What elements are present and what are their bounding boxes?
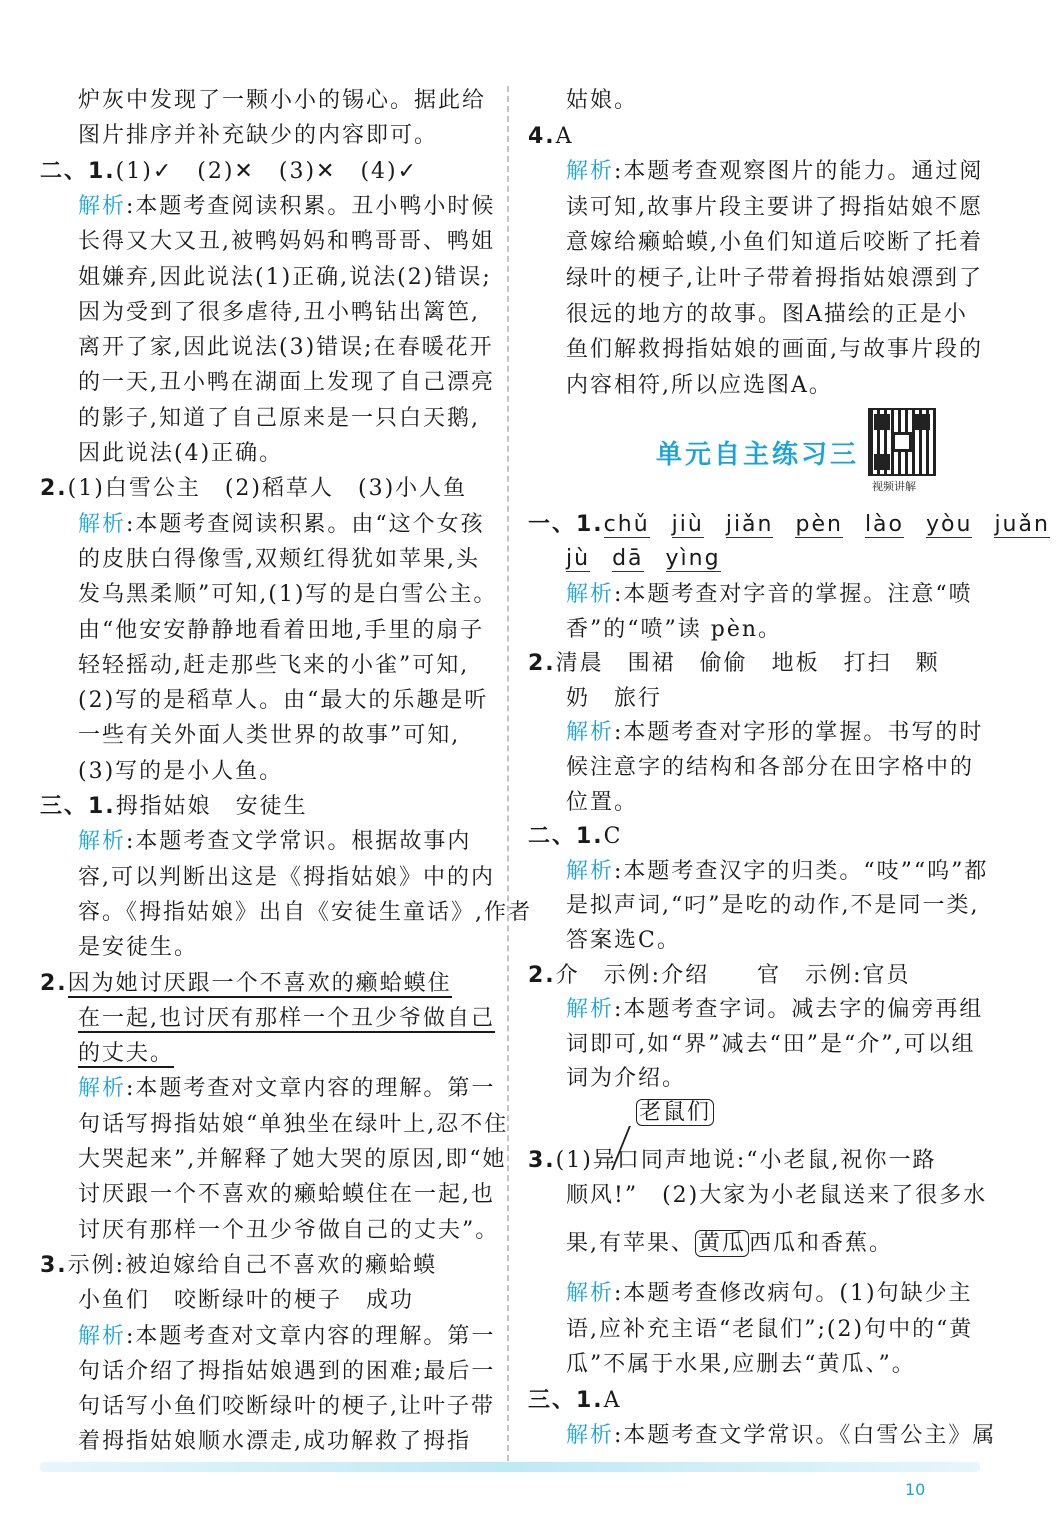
analysis-text: :本题考查修改病句。(1)句缺少主 — [614, 1281, 973, 1306]
analysis-text: :本题考查文学常识。《白雪公主》属 — [614, 1423, 997, 1448]
text-line — [528, 822, 623, 852]
line-text: 奶 旅行 — [566, 685, 663, 711]
text-line — [528, 580, 973, 610]
text-line — [40, 1145, 506, 1175]
line-text: 姐嫌弃,因此说法(1)正确,说法(2)错误; — [78, 264, 492, 290]
text-line — [528, 1030, 975, 1060]
text-line — [528, 961, 911, 991]
pinyin-answer: chǔ — [603, 512, 650, 537]
answer-text: 示例:被迫嫁给自己不喜欢的癞蛤蟆 — [67, 1252, 438, 1278]
line-text: 容,可以判断出这是《拇指姑娘》中的内 — [78, 864, 495, 890]
text-line — [528, 228, 983, 258]
text-line — [528, 1064, 686, 1094]
text-line — [40, 368, 495, 398]
line-text: 讨厌跟一个不喜欢的癞蛤蟆住在一起,也 — [78, 1182, 495, 1208]
line-text: 因此说法(4)正确。 — [78, 441, 284, 466]
line-text: 词即可,如“界”减去“田”是“介”,可以组 — [566, 1031, 976, 1057]
text-line — [528, 157, 983, 187]
pinyin-answer: yòu — [926, 512, 973, 537]
text-line — [40, 827, 471, 857]
text-line — [40, 1180, 495, 1210]
text-line — [528, 371, 833, 401]
qr-label: 视频讲解 — [872, 480, 916, 493]
text-line — [528, 1229, 893, 1259]
answer-text: (1)白雪公主 (2)稻草人 (3)小人鱼 — [67, 476, 468, 502]
text-line — [528, 86, 638, 116]
text-line — [40, 1357, 495, 1387]
text-line — [528, 649, 940, 679]
line-text: 小鱼们 咬断绿叶的梗子 成功 — [78, 1288, 415, 1314]
pinyin-answer: jiǎn — [725, 512, 774, 537]
text-line — [528, 615, 782, 645]
text-line — [40, 1427, 471, 1457]
text-line — [528, 335, 983, 365]
text-line — [40, 86, 486, 116]
qr-center — [892, 432, 912, 452]
analysis-tag: 解析 — [566, 582, 615, 607]
footer-bar — [40, 1462, 980, 1472]
line-text: 的影子,知道了自己原来是一只白天鹅, — [78, 405, 480, 431]
text-line — [40, 863, 495, 893]
text-line — [40, 721, 460, 751]
analysis-tag: 解析 — [566, 858, 615, 884]
line-text: 意嫁给癞蛤蟆,小鱼们知道后咬断了托着 — [566, 230, 983, 256]
pinyin-answer: jù — [566, 546, 591, 571]
text-line — [528, 684, 662, 714]
text-line — [40, 1392, 495, 1422]
line-text: 候注意字的结构和各部分在田字格中的 — [566, 755, 975, 780]
analysis-tag: 解析 — [78, 511, 127, 537]
analysis-text: :本题考查对文章内容的理解。第一 — [126, 1323, 496, 1349]
section-title: 单元自主练习三 — [656, 440, 860, 470]
inserted-subject: 老鼠们 — [636, 1099, 714, 1126]
text-line — [40, 686, 488, 716]
analysis-text: :本题考查字词。减去字的偏旁再组 — [614, 997, 984, 1023]
text-line — [40, 1004, 495, 1034]
analysis-tag: 解析 — [566, 1423, 615, 1448]
question-number: 三、1. — [40, 794, 116, 819]
pinyin-row — [528, 510, 1062, 540]
text-line — [40, 263, 492, 293]
line-text: 香”的“喷”读 pèn。 — [566, 616, 783, 642]
text-line — [528, 1386, 622, 1416]
text-line — [40, 439, 283, 469]
qr-code — [868, 408, 936, 476]
text-line — [40, 580, 497, 610]
line-text: 一些有关外面人类世界的故事”可知, — [78, 723, 461, 749]
line-text: 很远的地方的故事。图A描绘的正是小 — [566, 301, 968, 327]
line-text: (3)写的是小人鱼。 — [78, 758, 284, 784]
question-number: 3. — [528, 1148, 556, 1173]
text-line — [528, 995, 983, 1025]
underlined-answer: 在一起,也讨厌有那样一个丑少爷做自己 — [78, 1005, 495, 1031]
text-line — [528, 1181, 987, 1211]
text-line — [40, 1216, 499, 1246]
deleted-word-box: 黄瓜 — [695, 1230, 749, 1257]
text-line — [528, 1279, 973, 1309]
line-text: 由“他安安静静地看着田地,手里的扇子 — [78, 617, 485, 643]
line-text: 讨厌有那样一个丑少爷做自己的丈夫”。 — [78, 1217, 500, 1243]
question-number: 2. — [40, 970, 68, 996]
line-text: 炉灰中发现了一颗小小的锡心。据此给 — [78, 88, 487, 113]
text-line — [40, 121, 438, 151]
text-line — [40, 969, 452, 999]
text-line — [40, 651, 469, 681]
analysis-text: :本题考查观察图片的能力。通过阅 — [614, 159, 984, 185]
analysis-tag: 解析 — [566, 159, 615, 185]
pinyin-answer: jiù — [671, 512, 704, 537]
question-number: 2. — [40, 476, 68, 502]
line-text: 容。《拇指姑娘》出自《安徒生童话》,作者 — [78, 899, 532, 925]
text-line — [40, 192, 495, 222]
question-number: 2. — [528, 962, 556, 988]
answer-text: (1)✓ (2)✕ (3)✕ (4)✓ — [115, 158, 419, 184]
answer-text: 清晨 围裙 偷偷 地板 打扫 颗 — [555, 651, 940, 677]
pinyin-answer: pèn — [795, 512, 843, 537]
underlined-answer: 的丈夫。 — [78, 1041, 175, 1067]
text-line — [528, 891, 979, 921]
line-text: 轻轻摇动,赶走那些飞来的小雀”可知, — [78, 652, 470, 678]
line-text: 是拟声词,“叼”是吃的动作,不是同一类, — [566, 893, 980, 919]
text-line — [40, 333, 494, 363]
line-text: 瓜”不属于水果,应删去“黄瓜、”。 — [566, 1352, 916, 1377]
pinyin-row — [528, 544, 743, 574]
text-line — [528, 1146, 937, 1176]
line-text: 图片排序并补充缺少的内容即可。 — [78, 123, 439, 149]
text-line — [528, 753, 974, 783]
line-text: 姑娘。 — [566, 88, 639, 113]
text-line — [528, 300, 968, 330]
line-text: 因为受到了很多虐待,丑小鸭钻出篱笆, — [78, 299, 480, 325]
text-line — [40, 616, 484, 646]
analysis-tag: 解析 — [78, 829, 127, 855]
answer-text: 果,有苹果、 — [566, 1231, 695, 1256]
line-text: 长得又大又丑,被鸭妈妈和鸭哥哥、鸭姐 — [78, 229, 495, 255]
text-line — [40, 792, 308, 822]
line-text: 离开了家,因此说法(3)错误;在春暖花开 — [78, 335, 494, 361]
question-number: 2. — [528, 651, 556, 677]
text-line — [528, 1315, 973, 1345]
text-line — [40, 1251, 437, 1281]
answer-text: 介 示例:介绍 官 示例:官员 — [555, 962, 911, 988]
analysis-text: :本题考查对字音的掌握。注意“喷 — [614, 582, 973, 607]
line-text: 内容相符,所以应选图A。 — [566, 372, 833, 398]
analysis-text: :本题考查阅读积累。由“这个女孩 — [126, 511, 485, 537]
analysis-text: :本题考查对字形的掌握。书写的时 — [614, 720, 984, 746]
text-line — [40, 933, 198, 963]
text-line — [40, 404, 480, 434]
text-line — [528, 193, 983, 223]
analysis-tag: 解析 — [566, 720, 615, 746]
line-text: 是安徒生。 — [78, 935, 199, 961]
text-line — [528, 1421, 996, 1451]
line-text: 语,应补充主语“老鼠们”;(2)句中的“黄 — [566, 1316, 974, 1342]
pinyin-answer: dā — [612, 546, 644, 571]
analysis-tag: 解析 — [78, 1076, 127, 1102]
pinyin-answer: lào — [864, 512, 904, 537]
text-line — [40, 1286, 414, 1316]
analysis-tag: 解析 — [566, 1281, 615, 1306]
insert-word — [636, 1098, 714, 1128]
text-line — [40, 1039, 174, 1069]
line-text: 鱼们解救拇指姑娘的画面,与故事片段的 — [566, 337, 983, 363]
line-text: 答案选C。 — [566, 928, 681, 953]
line-text: (2)写的是稻草人。由“最大的乐趣是听 — [78, 688, 489, 714]
text-line — [40, 227, 495, 257]
text-line — [528, 926, 681, 956]
text-line — [528, 1350, 916, 1380]
text-line — [40, 510, 485, 540]
answer-text: 西瓜和香蕉。 — [749, 1231, 894, 1256]
analysis-text: :本题考查对文章内容的理解。第一 — [126, 1076, 496, 1102]
answer-text: (1)异口同声地说:“小老鼠,祝你一路 — [555, 1148, 937, 1173]
question-number: 3. — [40, 1252, 68, 1278]
line-text: 句话介绍了拇指姑娘遇到的困难;最后一 — [78, 1358, 496, 1384]
analysis-tag: 解析 — [78, 1323, 127, 1349]
text-line — [40, 157, 418, 187]
line-text: 绿叶的梗子,让叶子带着拇指姑娘漂到了 — [566, 266, 983, 291]
line-text: 位置。 — [566, 789, 639, 815]
analysis-text: :本题考查文学常识。根据故事内 — [126, 829, 472, 855]
answer-text: 因为她讨厌跟一个不喜欢的癞蛤蟆住 — [67, 970, 452, 996]
question-number: 二、1. — [528, 824, 604, 850]
analysis-text: :本题考查汉字的归类。“吱”“呜”都 — [614, 858, 989, 884]
analysis-text: :本题考查阅读积累。丑小鸭小时候 — [126, 193, 496, 219]
question-number: 三、1. — [528, 1387, 604, 1413]
question-number: 4. — [528, 123, 556, 149]
answer-text: A — [555, 123, 574, 149]
pinyin-answer: juǎn — [994, 512, 1050, 537]
text-line — [40, 898, 532, 928]
line-text: 的皮肤白得像雪,双颊红得犹如苹果,头 — [78, 546, 480, 572]
text-line — [528, 122, 574, 152]
text-line — [40, 545, 480, 575]
text-line — [528, 857, 988, 887]
analysis-tag: 解析 — [78, 193, 127, 219]
text-line — [40, 474, 467, 504]
text-line — [40, 1074, 495, 1104]
line-text: 句话写拇指姑娘“单独坐在绿叶上,忍不住 — [78, 1111, 509, 1137]
text-line — [528, 264, 983, 294]
line-text: 读可知,故事片段主要讲了拇指姑娘不愿 — [566, 194, 983, 220]
text-line — [528, 718, 983, 748]
question-number: 二、1. — [40, 158, 116, 184]
analysis-tag: 解析 — [566, 997, 615, 1023]
text-line — [40, 1110, 508, 1140]
answer-text: C — [603, 824, 623, 850]
line-text: 发乌黑柔顺”可知,(1)写的是白雪公主。 — [78, 582, 498, 608]
answer-text: 拇指姑娘 安徒生 — [115, 794, 308, 819]
text-line — [40, 757, 283, 787]
answer-text: A — [603, 1387, 622, 1413]
line-text: 句话写小鱼们咬断绿叶的梗子,让叶子带 — [78, 1394, 495, 1420]
pinyin-answer: yìng — [665, 546, 721, 571]
page-number: 10 — [905, 1480, 926, 1499]
question-number: 一、1. — [528, 512, 604, 537]
line-text: 的一天,丑小鸭在湖面上发现了自己漂亮 — [78, 370, 495, 396]
text-line — [528, 788, 638, 818]
column-divider — [507, 86, 509, 1471]
line-text: 词为介绍。 — [566, 1066, 687, 1092]
line-text: 大哭起来”,并解释了她大哭的原因,即“她 — [78, 1147, 507, 1172]
text-line — [40, 298, 480, 328]
answer-text: 顺风!” (2)大家为小老鼠送来了很多水 — [566, 1183, 988, 1208]
line-text: 着拇指姑娘顺水漂走,成功解救了拇指 — [78, 1429, 471, 1455]
text-line — [40, 1322, 495, 1352]
